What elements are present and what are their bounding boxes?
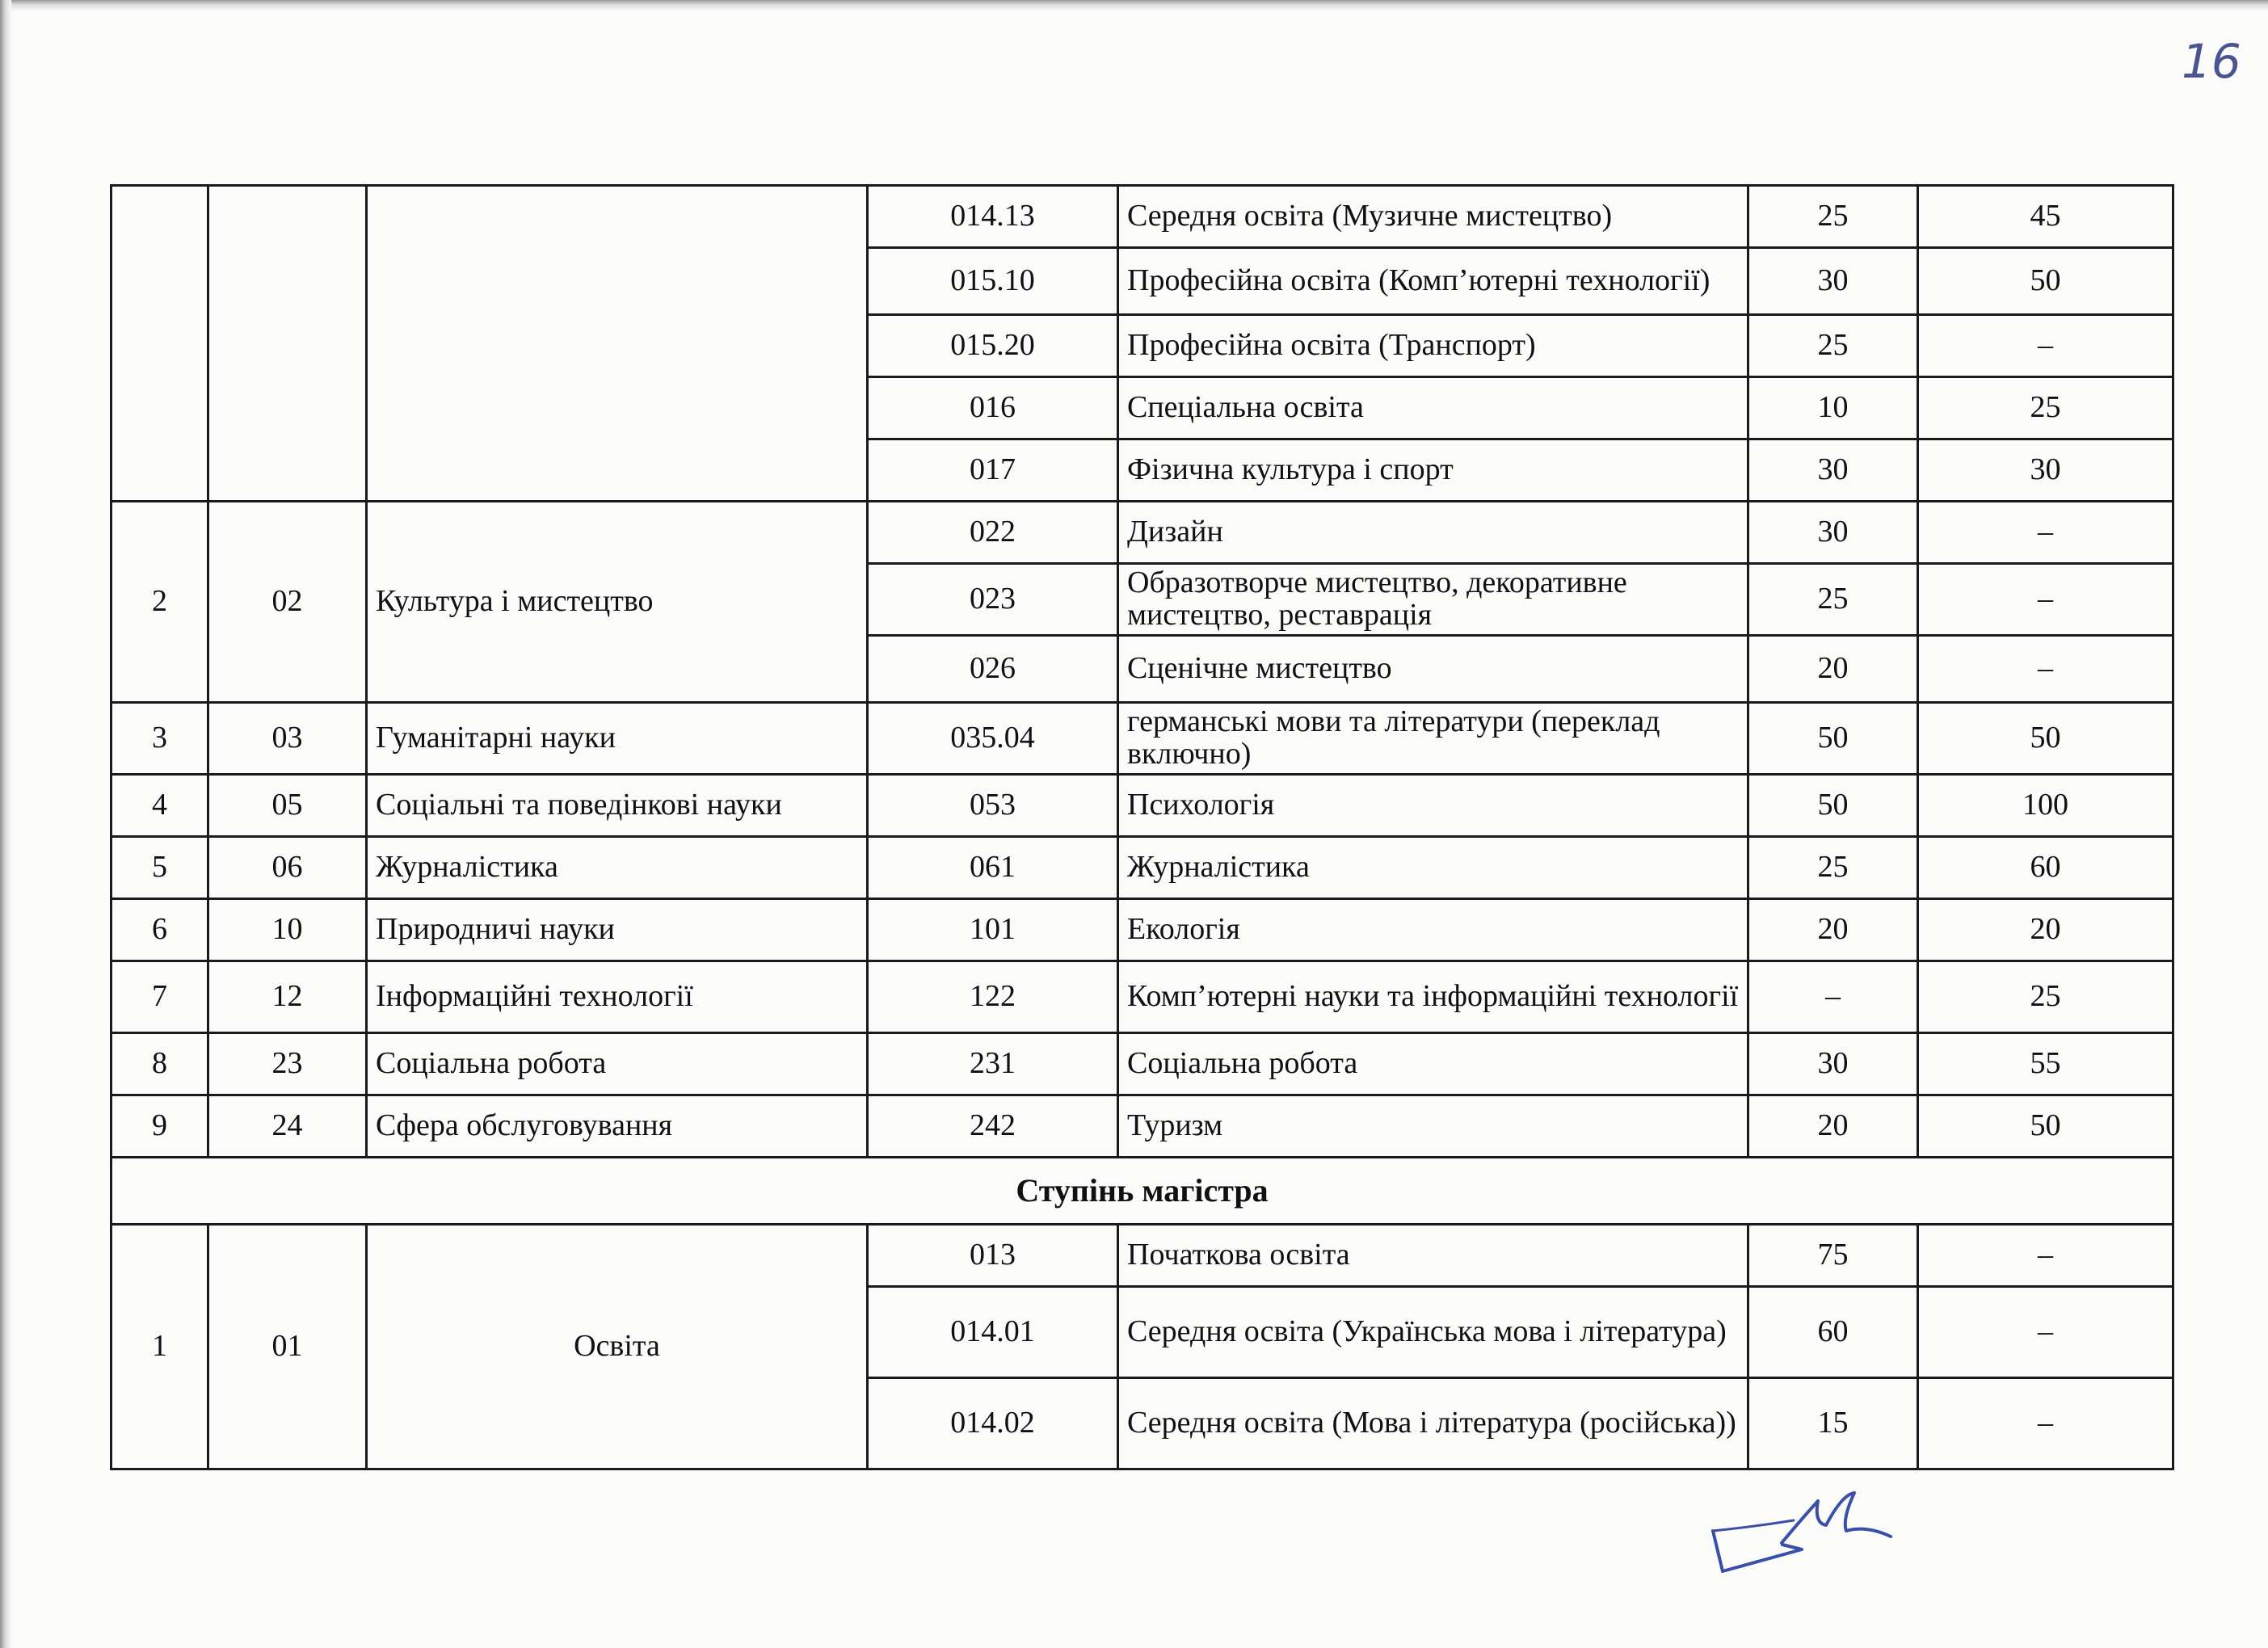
quota-value-b: – [1918, 1287, 2173, 1378]
quota-value-b: 25 [1918, 961, 2173, 1033]
specialty-name: Фізична культура і спорт [1118, 439, 1748, 502]
quota-value-a: 50 [1748, 775, 1918, 837]
field-code: 23 [208, 1033, 367, 1095]
quota-value-b: – [1918, 1378, 2173, 1469]
specialty-code: 014.01 [868, 1287, 1118, 1378]
field-name: Соціальні та поведінкові науки [367, 775, 868, 837]
specialty-code: 053 [868, 775, 1118, 837]
quota-value-b: 50 [1918, 1095, 2173, 1158]
specialty-code: 014.02 [868, 1378, 1118, 1469]
field-code: 06 [208, 837, 367, 899]
scan-edge-top [0, 0, 2268, 11]
specialty-code: 242 [868, 1095, 1118, 1158]
specialty-code: 016 [868, 377, 1118, 439]
admission-quota-table [110, 184, 2174, 1470]
field-name: Журналістика [367, 837, 868, 899]
quota-value-b: 50 [1918, 703, 2173, 775]
quota-value-a: 75 [1748, 1225, 1918, 1287]
quota-value-b: – [1918, 636, 2173, 703]
specialty-code: 015.20 [868, 315, 1118, 377]
quota-value-a: 25 [1748, 315, 1918, 377]
specialty-name: Дизайн [1118, 502, 1748, 564]
table-row [112, 1095, 2173, 1158]
quota-value-a: 20 [1748, 636, 1918, 703]
specialty-code: 022 [868, 502, 1118, 564]
scan-edge-left [0, 0, 11, 1648]
quota-value-a: 50 [1748, 703, 1918, 775]
table-row [112, 961, 2173, 1033]
quota-value-a: 15 [1748, 1378, 1918, 1469]
quota-value-a: 10 [1748, 377, 1918, 439]
row-number: 3 [112, 703, 208, 775]
quota-value-a: – [1748, 961, 1918, 1033]
row-number: 7 [112, 961, 208, 1033]
specialty-name: Середня освіта (Мова і література (російська)) [1118, 1378, 1748, 1469]
field-code: 02 [208, 502, 367, 703]
table-row [112, 1033, 2173, 1095]
specialty-code: 013 [868, 1225, 1118, 1287]
field-code: 05 [208, 775, 367, 837]
specialty-name: Комп’ютерні науки та інформаційні технології [1118, 961, 1748, 1033]
field-name: Освіта [367, 1225, 868, 1469]
row-number: 4 [112, 775, 208, 837]
specialty-name: Психологія [1118, 775, 1748, 837]
quota-value-a: 30 [1748, 248, 1918, 315]
field-code: 03 [208, 703, 367, 775]
specialty-name: Журналістика [1118, 837, 1748, 899]
specialty-name: Професійна освіта (Транспорт) [1118, 315, 1748, 377]
field-name: Соціальна робота [367, 1033, 868, 1095]
quota-value-b: 20 [1918, 899, 2173, 961]
quota-value-a: 30 [1748, 1033, 1918, 1095]
field-code-cell [208, 186, 367, 502]
quota-value-a: 30 [1748, 439, 1918, 502]
field-name-cell [367, 186, 868, 502]
specialty-name: Екологія [1118, 899, 1748, 961]
specialty-name: Середня освіта (Українська мова і література) [1118, 1287, 1748, 1378]
specialty-code: 023 [868, 564, 1118, 636]
field-code: 01 [208, 1225, 367, 1469]
table-row [112, 899, 2173, 961]
quota-value-a: 20 [1748, 1095, 1918, 1158]
quota-value-b: 45 [1918, 186, 2173, 248]
specialty-code: 014.13 [868, 186, 1118, 248]
section-header-row [112, 1158, 2173, 1225]
quota-value-b: 55 [1918, 1033, 2173, 1095]
specialty-code: 017 [868, 439, 1118, 502]
specialty-code: 231 [868, 1033, 1118, 1095]
row-number: 6 [112, 899, 208, 961]
row-number: 9 [112, 1095, 208, 1158]
quota-value-b: – [1918, 502, 2173, 564]
row-number: 2 [112, 502, 208, 703]
quota-value-b: – [1918, 315, 2173, 377]
quota-value-b: 30 [1918, 439, 2173, 502]
quota-value-b: 25 [1918, 377, 2173, 439]
quota-value-b: 60 [1918, 837, 2173, 899]
row-number: 5 [112, 837, 208, 899]
row-number-cell [112, 186, 208, 502]
specialty-code: 026 [868, 636, 1118, 703]
quota-value-b: 100 [1918, 775, 2173, 837]
specialty-name: Сценічне мистецтво [1118, 636, 1748, 703]
specialty-code: 101 [868, 899, 1118, 961]
quota-value-a: 25 [1748, 837, 1918, 899]
specialty-name: Соціальна робота [1118, 1033, 1748, 1095]
quota-value-b: – [1918, 564, 2173, 636]
field-name: Природничі науки [367, 899, 868, 961]
field-name: Сфера обслуговування [367, 1095, 868, 1158]
table-row [112, 703, 2173, 775]
field-name: Інформаційні технології [367, 961, 868, 1033]
table-row [112, 502, 2173, 564]
quota-value-b: – [1918, 1225, 2173, 1287]
quota-value-a: 25 [1748, 564, 1918, 636]
specialty-code: 015.10 [868, 248, 1118, 315]
handwritten-signature-icon [1705, 1486, 1899, 1583]
table-row [112, 1225, 2173, 1287]
quota-value-b: 50 [1918, 248, 2173, 315]
specialty-code: 035.04 [868, 703, 1118, 775]
quota-value-a: 25 [1748, 186, 1918, 248]
specialty-name: германські мови та літератури (переклад включно) [1118, 703, 1748, 775]
quota-value-a: 30 [1748, 502, 1918, 564]
row-number: 8 [112, 1033, 208, 1095]
specialty-name: Туризм [1118, 1095, 1748, 1158]
specialty-name: Початкова освіта [1118, 1225, 1748, 1287]
specialty-name: Професійна освіта (Комп’ютерні технології) [1118, 248, 1748, 315]
field-code: 10 [208, 899, 367, 961]
table-row [112, 186, 2173, 248]
table-row [112, 775, 2173, 837]
table-row [112, 837, 2173, 899]
specialty-code: 122 [868, 961, 1118, 1033]
specialty-name: Спеціальна освіта [1118, 377, 1748, 439]
field-code: 12 [208, 961, 367, 1033]
field-code: 24 [208, 1095, 367, 1158]
specialty-name: Середня освіта (Музичне мистецтво) [1118, 186, 1748, 248]
row-number: 1 [112, 1225, 208, 1469]
specialty-name: Образотворче мистецтво, декоративне мистецтво, реставрація [1118, 564, 1748, 636]
field-name: Культура і мистецтво [367, 502, 868, 703]
section-title-master: Ступінь магістра [112, 1158, 2173, 1225]
page-number: 16 [2182, 34, 2241, 89]
specialty-code: 061 [868, 837, 1118, 899]
field-name: Гуманітарні науки [367, 703, 868, 775]
quota-value-a: 60 [1748, 1287, 1918, 1378]
quota-value-a: 20 [1748, 899, 1918, 961]
